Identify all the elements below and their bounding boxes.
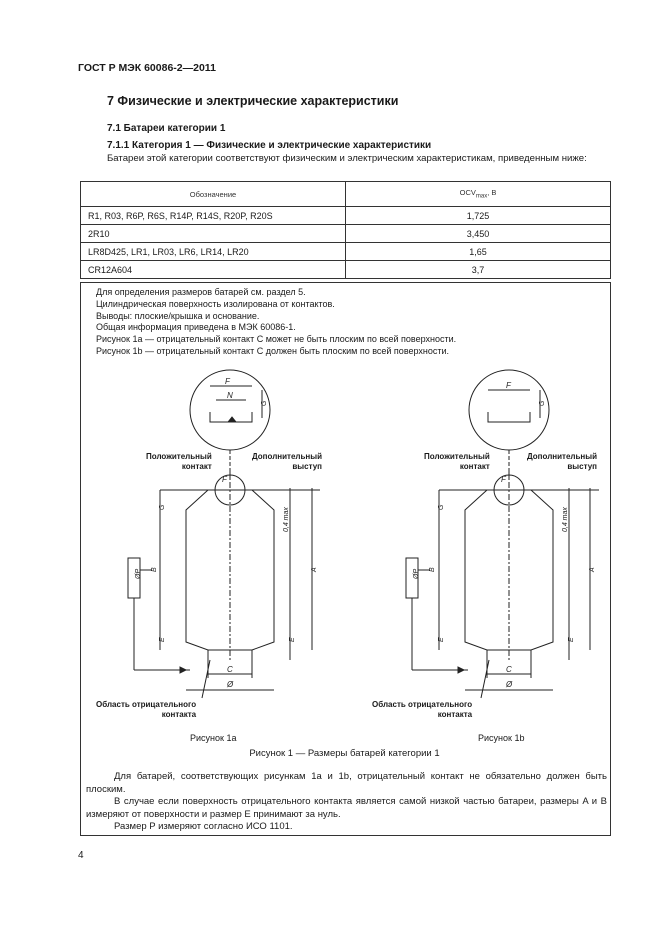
svg-text:B: B bbox=[429, 567, 436, 572]
svg-text:E: E bbox=[159, 637, 166, 642]
additional-projection-label-a: Дополнительный выступ bbox=[252, 452, 322, 471]
additional-projection-label-b: Дополнительный выступ bbox=[527, 452, 597, 471]
figure-1a-label: Рисунок 1а bbox=[190, 733, 237, 743]
svg-text:F: F bbox=[501, 475, 506, 484]
negative-area-label-b: Область отрицательного контакта bbox=[372, 700, 473, 719]
col-ocv-header: $OCV_{max}$, В bbox=[346, 182, 611, 207]
svg-text:G: G bbox=[539, 400, 546, 406]
col-designation-header: Обозначение bbox=[81, 182, 346, 207]
svg-text:A: A bbox=[589, 567, 596, 572]
svg-text:N: N bbox=[227, 391, 233, 400]
svg-text:C: C bbox=[227, 665, 233, 674]
svg-text:A: A bbox=[311, 567, 318, 572]
svg-text:0,4 max: 0,4 max bbox=[562, 507, 569, 532]
section-title: 7 Физические и электрические характеристики bbox=[107, 94, 399, 108]
notes-block bbox=[96, 287, 456, 358]
table-row: LR8D425, LR1, LR03, LR6, LR14, LR20 1,65 bbox=[81, 243, 611, 261]
svg-text:0,4 max: 0,4 max bbox=[283, 507, 290, 532]
battery-table bbox=[80, 181, 611, 279]
svg-text:F: F bbox=[506, 381, 511, 390]
paragraph: Для батарей, соответствующих рисункам 1а и 1b, отрицательный контакт не обязательно должен быть плоским. bbox=[86, 771, 607, 795]
svg-text:ØP: ØP bbox=[135, 568, 142, 579]
paragraph: Размер P измеряют согласно ИСО 1101. bbox=[114, 821, 293, 832]
svg-text:F: F bbox=[225, 377, 230, 386]
svg-text:G: G bbox=[159, 504, 166, 510]
note-line: Цилиндрическая поверхность изолирована от контактов. bbox=[96, 298, 335, 309]
note-line: Для определения размеров батарей см. раздел 5. bbox=[96, 287, 306, 297]
table-row: CR12A604 3,7 bbox=[81, 261, 611, 279]
negative-area-label-a: Область отрицательного контакта bbox=[96, 700, 197, 719]
document-header: ГОСТ Р МЭК 60086-2—2011 bbox=[78, 62, 216, 74]
svg-text:G: G bbox=[261, 400, 268, 406]
note-line: Общая информация приведена в МЭК 60086-1. bbox=[96, 322, 296, 333]
figure-1b-drawing bbox=[384, 360, 609, 730]
note-line: Выводы: плоские/крышка и основание. bbox=[96, 310, 260, 321]
svg-text:B: B bbox=[151, 567, 158, 572]
svg-text:G: G bbox=[438, 504, 445, 510]
subsubsection-title: 7.1.1 Категория 1 — Физические и электрические характеристики bbox=[107, 140, 432, 151]
paragraph: В случае если поверхность отрицательного контакта является самой низкой частью батареи, размеры A и B измеряют от поверхности и размер E принимают за нуль. bbox=[86, 796, 607, 820]
svg-text:E: E bbox=[289, 637, 296, 642]
figure-caption: Рисунок 1 — Размеры батарей категории 1 bbox=[249, 748, 440, 759]
svg-text:ØP: ØP bbox=[413, 568, 420, 579]
table-header-row bbox=[81, 182, 611, 207]
intro-paragraph: Батареи этой категории соответствуют физическим и электрическим характеристикам, приведенным ниже: bbox=[107, 153, 587, 164]
table-row: 2R10 3,450 bbox=[81, 225, 611, 243]
page-number: 4 bbox=[78, 850, 84, 861]
positive-contact-label-a: Положительный контакт bbox=[146, 452, 212, 471]
note-line: Рисунок 1b — отрицательный контакт C должен быть плоским по всей поверхности. bbox=[96, 345, 450, 356]
positive-contact-label-b: Положительный контакт bbox=[424, 452, 490, 471]
svg-text:E: E bbox=[568, 637, 575, 642]
table-row: R1, R03, R6P, R6S, R14P, R14S, R20P, R20S 1,725 bbox=[81, 207, 611, 225]
svg-text:Ø: Ø bbox=[506, 680, 513, 689]
svg-text:F: F bbox=[222, 475, 227, 484]
note-line: Рисунок 1а — отрицательный контакт C может не быть плоским по всей поверхности. bbox=[96, 334, 457, 345]
after-figure-text bbox=[86, 771, 607, 834]
figure-1b-label: Рисунок 1b bbox=[478, 733, 525, 743]
figure-1a-drawing bbox=[90, 360, 330, 730]
svg-text:E: E bbox=[438, 637, 445, 642]
subsection-title: 7.1 Батареи категории 1 bbox=[107, 123, 226, 134]
svg-text:Ø: Ø bbox=[227, 680, 234, 689]
svg-text:C: C bbox=[506, 665, 512, 674]
